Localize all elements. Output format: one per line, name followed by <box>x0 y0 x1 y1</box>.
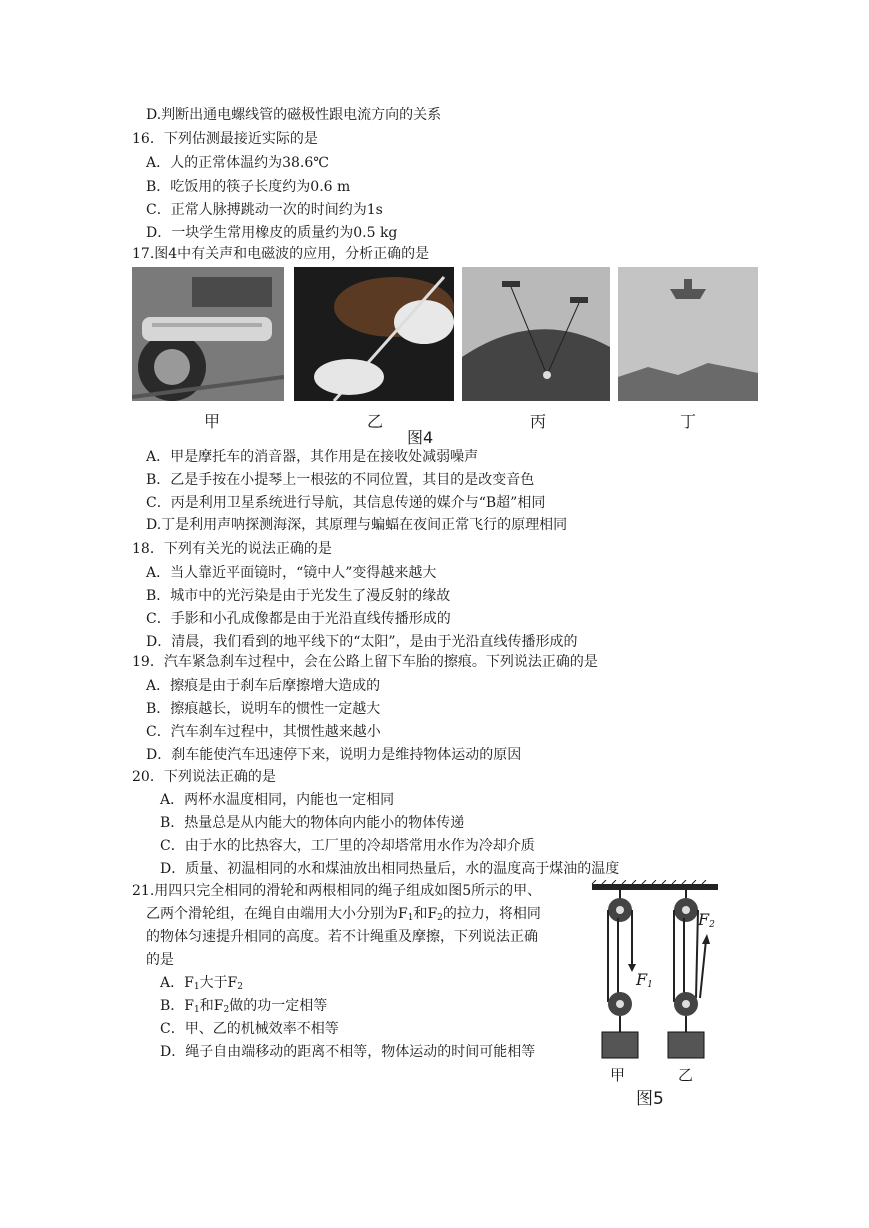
photo-sonar-depth <box>618 267 758 401</box>
q17-stem: 17.图4中有关声和电磁波的应用，分析正确的是 <box>132 246 430 262</box>
q18-stem: 18．下列有关光的说法正确的是 <box>132 541 332 557</box>
q20-option-b: B．热量总是从内能大的物体向内能小的物体传递 <box>160 815 465 831</box>
q17-option-d: D.丁是利用声呐探测海深，其原理与蝙蝠在夜间正常飞行的原理相同 <box>146 517 568 533</box>
q16-option-b: B．吃饭用的筷子长度约为0.6 m <box>146 179 351 195</box>
photo-violin <box>294 267 454 401</box>
q20-option-a: A．两杯水温度相同，内能也一定相同 <box>160 792 395 808</box>
q17-option-a: A．甲是摩托车的消音器，其作用是在接收处减弱噪声 <box>146 449 479 465</box>
figure-4-label-ding: 丁 <box>680 412 697 431</box>
q15-option-d: D.判断出通电螺线管的磁极性跟电流方向的关系 <box>146 107 442 123</box>
force-label-f2: $F_2$ <box>698 910 715 930</box>
q21-option-c: C．甲、乙的机械效率不相等 <box>160 1021 339 1037</box>
q16-option-d: D．一块学生常用橡皮的质量约为0.5 kg <box>146 225 398 241</box>
q21-stem-line3: 的物体匀速提升相同的高度。若不计绳重及摩擦，下列说法正确 <box>146 929 538 945</box>
q20-stem: 20．下列说法正确的是 <box>132 769 276 785</box>
q21-stem-line1: 21.用四只完全相同的滑轮和两根相同的绳子组成如图5所示的甲、 <box>132 883 542 899</box>
photo-satellite-navigation <box>462 267 610 401</box>
figure-4 <box>132 267 758 445</box>
q19-option-c: C．汽车刹车过程中，其惯性越来越小 <box>146 724 381 740</box>
q21-option-d: D．绳子自由端移动的距离不相等，物体运动的时间可能相等 <box>160 1044 536 1060</box>
q21-option-b: B．$F_1$和$F_2$做的功一定相等 <box>160 998 328 1015</box>
figure-4-label-yi: 乙 <box>367 412 384 431</box>
q17-option-b: B．乙是手按在小提琴上一根弦的不同位置，其目的是改变音色 <box>146 472 535 488</box>
figure-4-label-bing: 丙 <box>530 412 547 431</box>
figure-4-caption: 图4 <box>407 428 434 447</box>
figure-4-label-jia: 甲 <box>204 412 221 431</box>
q17-option-c: C．丙是利用卫星系统进行导航，其信息传递的媒介与“B超”相同 <box>146 495 546 511</box>
q20-option-c: C．由于水的比热容大，工厂里的冷却塔常用水作为冷却介质 <box>160 838 535 854</box>
q16-option-c: C．正常人脉搏跳动一次的时间约为1s <box>146 202 383 218</box>
q18-option-b: B．城市中的光污染是由于光发生了漫反射的缘故 <box>146 588 451 604</box>
q19-stem: 19．汽车紧急刹车过程中，会在公路上留下车胎的擦痕。下列说法正确的是 <box>132 654 598 670</box>
q19-option-a: A．擦痕是由于刹车后摩擦增大造成的 <box>146 678 381 694</box>
force-label-f1: $F_1$ <box>636 970 653 990</box>
figure-5-label-yi: 乙 <box>678 1066 694 1084</box>
q19-option-d: D．刹车能使汽车迅速停下来，说明力是维持物体运动的原因 <box>146 747 522 763</box>
photo-motorcycle-muffler <box>132 267 284 401</box>
figure-5-caption: 图5 <box>636 1089 664 1109</box>
q20-option-d: D．质量、初温相同的水和煤油放出相同热量后，水的温度高于煤油的温度 <box>160 861 620 877</box>
q18-option-c: C．手影和小孔成像都是由于光沿直线传播形成的 <box>146 611 451 627</box>
q21-stem-line2: 乙两个滑轮组，在绳自由端用大小分别为$F_1$和$F_2$的拉力，将相同 <box>146 906 541 923</box>
q21-stem-line4: 的是 <box>146 952 174 968</box>
q18-option-d: D．清晨，我们看到的地平线下的“太阳”，是由于光沿直线传播形成的 <box>146 634 578 650</box>
q21-option-a: A．$F_1$大于$F_2$ <box>160 975 244 992</box>
q19-option-b: B．擦痕越长，说明车的惯性一定越大 <box>146 701 381 717</box>
figure-5 <box>588 880 722 1108</box>
figure-5-label-jia: 甲 <box>610 1066 626 1084</box>
q18-option-a: A．当人靠近平面镜时，“镜中人”变得越来越大 <box>146 565 437 581</box>
q16-option-a: A．人的正常体温约为38.6℃ <box>146 155 329 171</box>
q16-stem: 16．下列估测最接近实际的是 <box>132 131 318 147</box>
